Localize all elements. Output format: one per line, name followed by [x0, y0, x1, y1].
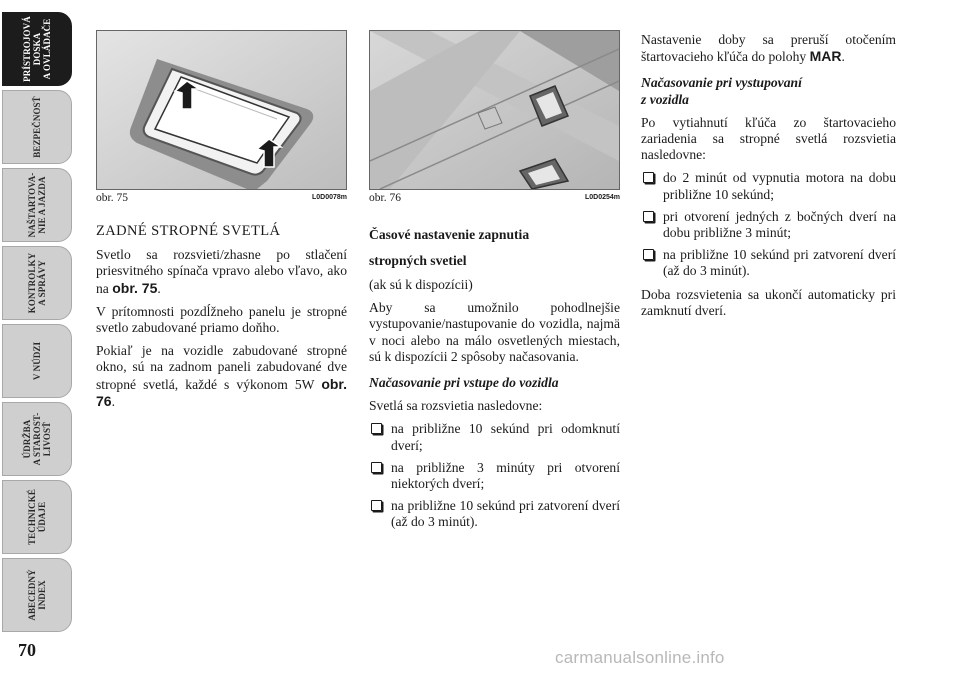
ceiling-panel-illustration — [370, 31, 619, 189]
tab-udrzba[interactable] — [2, 402, 72, 476]
figure-label: obr. 75 — [96, 192, 128, 204]
checkbox-bullet-icon — [371, 500, 382, 511]
list-item — [369, 460, 620, 492]
tab-label: BEZPEČNOSŤ — [32, 96, 42, 158]
list-item-text: na približne 10 sekúnd pri odomknutí dverí; — [391, 421, 620, 453]
figure-label: obr. 76 — [369, 192, 401, 204]
paragraph — [96, 343, 347, 410]
tab-label: KONTROLKY A SPRÁVY — [27, 252, 47, 314]
list-item-text: na približne 10 sekúnd pri zatvorení dverí (až do 3 minút). — [663, 247, 896, 279]
figure-reference: obr. 75 — [112, 279, 158, 296]
list-item — [369, 498, 620, 530]
tab-label: TECHNICKÉ ÚDAJE — [27, 489, 47, 545]
figure-reference: obr. 76 — [96, 375, 347, 409]
checkbox-bullet-icon — [643, 249, 654, 260]
paragraph: Po vytiahnutí kľúča zo štartovacieho zariadenia sa stropné svetlá rozsvietia nasledovne: — [641, 114, 896, 163]
tab-label: NAŠTARTOVA- NIE A JAZDA — [27, 172, 47, 238]
tab-label: V NÚDZI — [32, 341, 42, 381]
paragraph — [641, 32, 896, 65]
punctuation: . — [111, 393, 115, 409]
figure-code: L0D0254m — [584, 194, 620, 201]
section-heading: ZADNÉ STROPNÉ SVETLÁ — [96, 223, 281, 239]
figure-sunroof-ceiling-lights — [369, 30, 620, 190]
figure-caption-76 — [369, 192, 620, 206]
list-item-text: do 2 minút od vypnutia motora na dobu približne 10 sekúnd; — [663, 170, 896, 202]
list-item — [369, 421, 620, 453]
figure-caption-75 — [96, 192, 347, 206]
tab-kontrolky[interactable] — [2, 246, 72, 320]
list-item — [641, 170, 896, 202]
bullet-list — [369, 421, 620, 530]
list-item — [641, 209, 896, 241]
bullet-list — [641, 170, 896, 279]
italic-heading: Načasovanie pri vstupe do vozidla — [369, 375, 559, 391]
figure-rear-ceiling-light — [96, 30, 347, 190]
list-item-text: na približne 3 minúty pri otvorení niektorých dverí; — [391, 459, 620, 492]
paragraph: V prítomnosti pozdĺžneho panelu je stropné svetlo zabudované priamo doňho. — [96, 303, 347, 336]
text-column-right — [641, 32, 896, 326]
list-item — [641, 247, 896, 279]
subsection-heading: stropných svetiel — [369, 253, 467, 268]
list-item-text: pri otvorení jedných z bočných dverí na dobu približne 3 minút; — [663, 208, 896, 241]
page-number: 70 — [18, 640, 36, 660]
tab-v-nudzi[interactable] — [2, 324, 72, 398]
text-column-middle — [369, 225, 620, 538]
subsection-note: (ak sú k dispozícii) — [369, 277, 473, 292]
subsection-heading: Časové nastavenie zapnutia — [369, 227, 530, 242]
watermark: carmanualsonline.info — [555, 648, 725, 667]
tab-nastartovanie[interactable] — [2, 168, 72, 242]
tab-label: ÚDRŽBA A STAROST- LIVOSŤ — [22, 412, 52, 466]
tab-bezpecnost[interactable] — [2, 90, 72, 164]
paragraph: Aby sa umožnilo pohodlnejšie vystupovanie/nastupovanie do vozidla, najmä v noci alebo na málo osvetlených miestach, sú k dispozícii 2 spôsoby načasovania. — [369, 300, 620, 364]
tab-label: ABECEDNÝ INDEX — [27, 569, 47, 621]
italic-heading — [641, 75, 896, 107]
paragraph-text: Nastavenie doby sa preruší otočením štartovacieho kľúča do polohy — [641, 32, 896, 65]
paragraph-text: Pokiaľ je na vozidle zabudované stropné okno, sú na zadnom paneli zabudované dve stropné svetlá, každé s výkonom 5W — [96, 343, 347, 392]
paragraph: Svetlá sa rozsvietia nasledovne: — [369, 398, 543, 414]
punctuation: . — [157, 280, 161, 296]
checkbox-bullet-icon — [643, 211, 654, 222]
ceiling-light-illustration — [97, 31, 346, 189]
tab-label: PRÍSTROJOVÁ DOSKA A OVLÁDAČE — [22, 16, 52, 82]
paragraph-text: Svetlo sa rozsvieti/zhasne po stlačení priesvitného spínača vpravo alebo vľavo, ako na — [96, 247, 347, 296]
italic-heading-line: Načasovanie pri vystupovaní — [641, 75, 802, 91]
tab-technicke-udaje[interactable] — [2, 480, 72, 554]
tab-abecedny-index[interactable] — [2, 558, 72, 632]
list-item-text: na približne 10 sekúnd pri zatvorení dverí (až do 3 minút). — [391, 498, 620, 530]
checkbox-bullet-icon — [643, 172, 654, 183]
punctuation: . — [841, 49, 845, 65]
paragraph — [96, 247, 347, 297]
paragraph: Doba rozsvietenia sa ukončí automaticky pri zamknutí dverí. — [641, 286, 896, 318]
chapter-sidebar — [0, 0, 74, 640]
text-column-left — [96, 223, 347, 417]
tab-pristrojova-doska[interactable] — [2, 12, 72, 86]
checkbox-bullet-icon — [371, 423, 382, 434]
italic-heading-line: z vozidla — [641, 91, 689, 107]
checkbox-bullet-icon — [371, 462, 382, 473]
key-position-mar: MAR — [809, 48, 842, 65]
figure-code: L0D0078m — [311, 194, 347, 201]
